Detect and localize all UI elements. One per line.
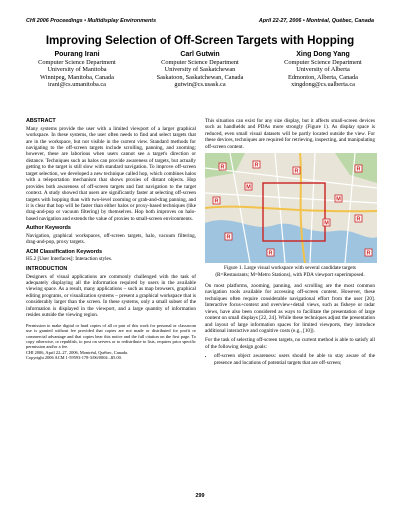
svg-text:R: R: [220, 164, 225, 171]
figure-1-caption: Figure 1. Large visual workspace with several candidate targets (R=Restaurants; M=Metro Stations), with PDA viewport superimposed.: [215, 265, 365, 278]
keywords-heading: Author Keywords: [26, 225, 71, 232]
metro-marker: [323, 219, 330, 227]
navigation-paragraph: On most platforms, zooming, panning, and scrolling are the most common navigation tools available for accessing off-screen content. However, these techniques often require considerable navigational effort from the user [20]. Interactive focus+context and overview+detail views, such as fisheye or radar views, have also been considered as ways to facilitate the presentation of large content on small displays [22, 24]. While these techniques adjust the presentation and layout of large information spaces for limited viewports, they introduce additional interactive and cognitive costs (e.g., [10]).: [205, 282, 375, 335]
running-header-right: April 22-27, 2006 • Montréal, Québec, Canada: [258, 18, 374, 24]
svg-text:M: M: [324, 220, 329, 227]
introduction-text: Designers of visual applications are commonly challenged with the task of adequately displaying all the information required by users in the available viewing space. As a result, many applications – such as map browsers, graphical editing programs, or visualization systems – present a graphical workspace that is considerably larger than the screen. In these systems, only a small subset of the information is displayed in the viewport, and a large quantity of information resides outside the viewing region.: [26, 273, 196, 319]
author-block-3: [258, 51, 388, 89]
svg-text:M: M: [336, 196, 341, 203]
restaurant-marker: [293, 167, 300, 175]
svg-text:R: R: [268, 250, 273, 257]
author-dept: Computer Science Department: [161, 58, 239, 66]
design-goals-list: [205, 353, 375, 366]
author-univ: University of Manitoba: [47, 66, 107, 74]
acm-text: H5.2 [User Interfaces]: Interaction styles.: [26, 256, 113, 263]
left-column: [26, 118, 196, 361]
author-block-2: [135, 51, 265, 89]
author-name: Xing Dong Yang: [296, 51, 350, 58]
author-email: xingdong@cs.ualberta.ca: [291, 81, 355, 89]
restaurant-marker: [253, 161, 260, 169]
restaurant-marker: [355, 165, 362, 173]
page-number: 299: [195, 493, 205, 499]
copyright-line: Copyright 2006 ACM 1-59593-178-3/06/0004...$5.00.: [26, 355, 122, 361]
permission-text: Permission to make digital or hard copies of all or part of this work for personal or classroom use is granted without fee provided that copies are not made or distributed for profit or commercial advantage and that copies bear this notice and the full citation on the first page. To copy otherwise, or republish, to post on servers or to redistribute to lists, requires prior specific permission and/or a fee.: [26, 322, 196, 350]
restaurant-marker: [365, 249, 372, 257]
permission-notice: [26, 323, 196, 361]
author-city: Edmonton, Alberta, Canada: [288, 73, 358, 81]
author-name: Pourang Irani: [54, 51, 100, 58]
running-header-left: CHI 2006 Proceedings • Multidisplay Environments: [26, 18, 157, 24]
author-block-1: [12, 51, 142, 89]
abstract-heading: ABSTRACT: [26, 118, 56, 124]
metro-marker: [335, 195, 342, 203]
author-city: Saskatoon, Saskatchewan, Canada: [156, 73, 244, 81]
introduction-heading: INTRODUCTION: [26, 265, 68, 272]
conference-line: CHI 2006, April 22–27, 2006, Montréal, Québec, Canada.: [26, 349, 129, 355]
design-goals-paragraph: For the task of selecting off-screen targets, no current method is able to satisfy all of the following design goals:: [205, 337, 375, 350]
svg-text:R: R: [254, 162, 259, 169]
svg-text:R: R: [366, 250, 371, 257]
intro-continued-text: This situation can exist for any size display, but it affects small-screen devices such as handhelds and PDAs more strongly (Figure 1). As display space is reduced, even small visual datasets will be partly located outside the view. For these devices, techniques are required for retrieving, inspecting, and manipulating off-screen content.: [205, 118, 375, 150]
svg-text:R: R: [294, 168, 299, 175]
restaurant-marker: [213, 197, 220, 205]
author-univ: University of Saskatchewan: [164, 66, 236, 74]
author-name: Carl Gutwin: [180, 51, 220, 58]
paper-title: Improving Selection of Off-Screen Targets with Hopping: [45, 34, 355, 47]
design-goal-item: • off-screen object awareness: users should be able to stay aware of the presence and locations of potential targets that are off-screen;: [214, 353, 375, 366]
right-column: [205, 118, 375, 366]
svg-text:R: R: [226, 234, 231, 241]
metro-marker: [245, 183, 252, 191]
author-email: irani@cs.umanitoba.ca: [48, 81, 106, 89]
abstract-text: Many systems provide the user with a limited viewport of a larger graphical workspace. In these systems, the user often needs to find and select targets that are in the workspace, but not visible in the current view. Standard methods for navigating to the off-screen targets include scrolling, panning, and zooming; however, these are laborious when users cannot see a target's direction or distance. Techniques such as halos can provide awareness of targets, but actually getting to the target is still slow with standard navigation. To improve off-screen target selection, we developed a new technique called hop, which combines halos with a teleportation mechanism that shows proxies of distant objects. Hop provides both awareness of off-screen targets and fast navigation to the target context. A study showed that users are significantly faster at selecting off-screen targets with hopping than with two-level zooming or grab-and-drag panning, and it is clear that hop will be faster than either halos or proxy-based techniques (like drag-and-pop or vacuum filtering) by themselves. Hop both improves on halo-based navigation and extends the value of proxies to small-screen environments.: [26, 125, 196, 222]
svg-text:R: R: [214, 198, 219, 205]
author-email: gutwin@cs.usask.ca: [174, 81, 226, 89]
svg-text:R: R: [356, 216, 361, 223]
restaurant-marker: [267, 249, 274, 257]
figure-1-map: [205, 153, 377, 263]
restaurant-marker: [355, 215, 362, 223]
svg-text:M: M: [246, 184, 251, 191]
restaurant-marker: [225, 233, 232, 241]
acm-heading: ACM Classification Keywords: [26, 248, 103, 255]
svg-text:R: R: [356, 166, 361, 173]
author-dept: Computer Science Department: [284, 58, 362, 66]
keywords-text: Navigation, graphical workspaces, off-screen targets, halo, vacuum filtering, drag-and-pop, proxy targets.: [26, 232, 196, 246]
author-univ: University of Alberta: [296, 66, 350, 74]
restaurant-marker: [219, 163, 226, 171]
author-dept: Computer Science Department: [38, 58, 116, 66]
author-city: Winnipeg, Manitoba, Canada: [40, 73, 114, 81]
